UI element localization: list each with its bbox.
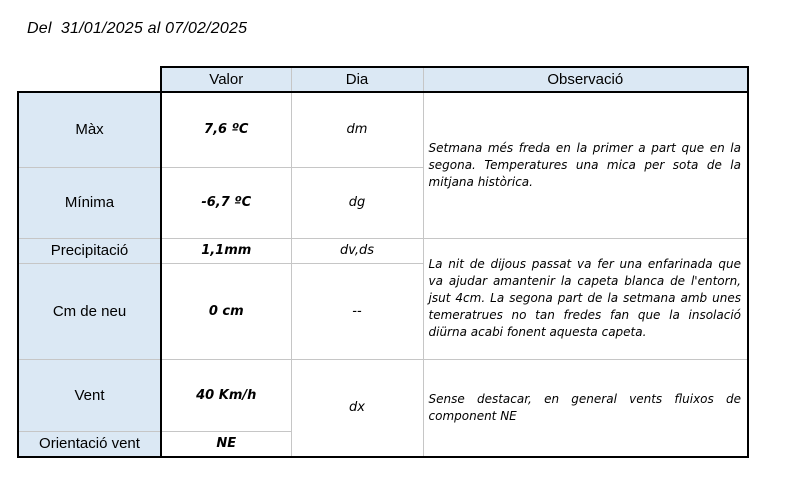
row-label-cm-de-neu: Cm de neu	[18, 263, 161, 359]
header-row	[18, 67, 748, 92]
row-label-orientacio-vent: Orientació vent	[18, 431, 161, 457]
corner-spacer	[18, 67, 161, 92]
row-label-precipitacio: Precipitació	[18, 238, 161, 263]
row-label-max: Màx	[18, 92, 161, 167]
wind-value-cell: 40 Km/h	[161, 359, 291, 431]
snow-day-cell: --	[291, 263, 423, 359]
weather-summary-table	[17, 66, 749, 458]
table-row-max	[18, 92, 748, 167]
header-observacio: Observació	[423, 67, 748, 92]
table-row-vent	[18, 359, 748, 431]
minima-value-cell: -6,7 ºC	[161, 167, 291, 238]
max-day-cell: dm	[291, 92, 423, 167]
wind-day-cell: dx	[291, 359, 423, 457]
minima-day-cell: dg	[291, 167, 423, 238]
precipitacio-value-cell: 1,1mm	[161, 238, 291, 263]
precipitacio-day-cell: dv,ds	[291, 238, 423, 263]
header-dia: Dia	[291, 67, 423, 92]
table-row-precipitacio	[18, 238, 748, 263]
row-label-minima: Mínima	[18, 167, 161, 238]
max-value-cell: 7,6 ºC	[161, 92, 291, 167]
observation-temperatures: Setmana més freda en la primer a part que en la segona. Temperatures una mica per sota de la mitjana històrica.	[423, 92, 748, 238]
date-range-title: Del 31/01/2025 al 07/02/2025	[27, 20, 248, 37]
row-label-vent: Vent	[18, 359, 161, 431]
observation-wind: Sense destacar, en general vents fluixos de component NE	[423, 359, 748, 457]
observation-snow: La nit de dijous passat va fer una enfarinada que va ajudar amantenir la capeta blanca de l'entorn, jsut 4cm. La segona part de la setmana amb unes temeratrues no tan fredes fan que la insolació diürna acabi fonent aquesta capeta.	[423, 238, 748, 359]
snow-value-cell: 0 cm	[161, 263, 291, 359]
header-valor: Valor	[161, 67, 291, 92]
wind-direction-value-cell: NE	[161, 431, 291, 457]
